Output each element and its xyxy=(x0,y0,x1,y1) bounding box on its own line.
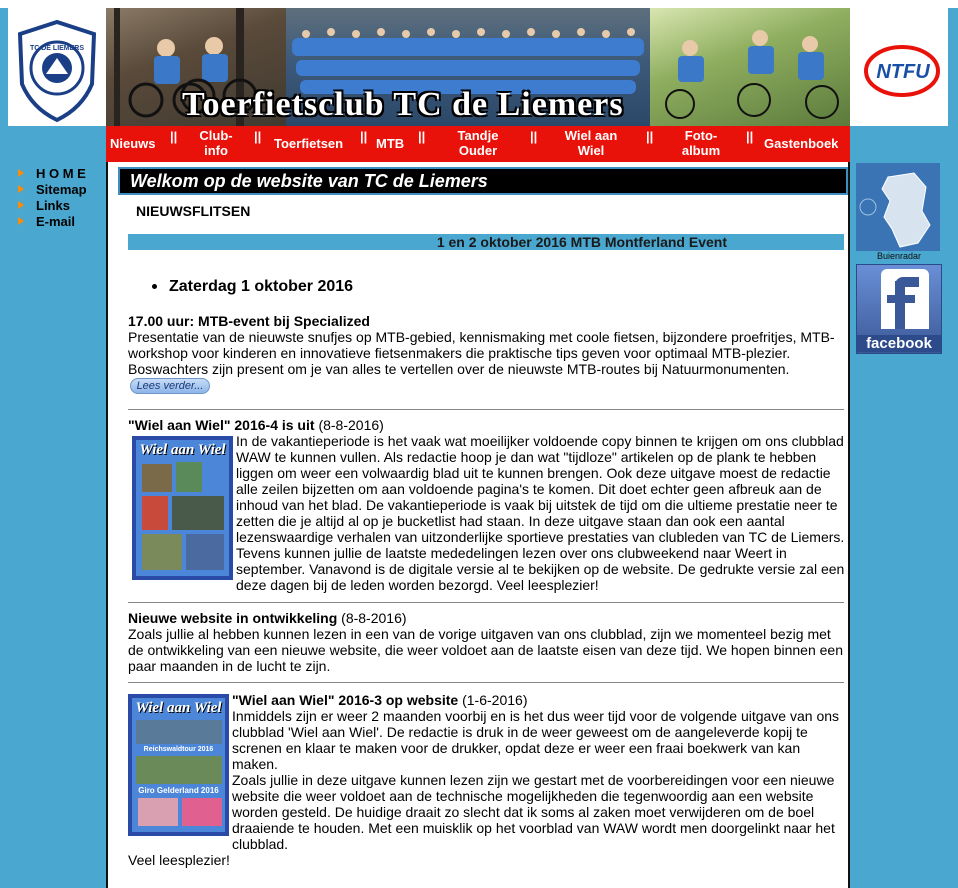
event-heading: 17.00 uur: MTB-event bij Specialized xyxy=(128,313,370,329)
facebook-label: facebook xyxy=(857,335,941,352)
cover-photo xyxy=(172,496,224,530)
news-item-title[interactable] xyxy=(128,417,844,433)
menu-home[interactable] xyxy=(18,165,108,181)
menu-email[interactable] xyxy=(18,213,108,229)
cover-photo xyxy=(142,464,172,492)
news-text: In de vakantieperiode is het vaak wat moeilijker voldoende copy binnen te krijgen om ons clubblad WAW te kunnen vullen. Als redactie hoop je dan wat "tijdloze" artikelen op de plank te hebben liggen om weer een volwaardig blad uit te kunnen brengen. Ook deze uitgave moest de redactie alle zeilen bijzetten om aan voldoende pagina's te komen. Dit doet echter geen afbreuk aan de inhoud van het blad. De vakantieperiode is vaak bij uitstek de tijd om die ultieme prestatie neer te zetten die je altijd al op je bucketlist had staan. In deze uitgave staan dan ook een aantal lezenswaardige verhalen van uitzonderlijke sportieve prestaties van clubleden van TC de Liemers. Tevens kunnen jullie de laatste mededelingen lezen over ons clubweekend naar Weert in september. Vanavond is de digitale versie al te bekijken op de website. De gedrukte versie zal een deze dagen bij de leden worden bezorgd. Veel leesplezier! xyxy=(236,433,845,593)
club-logo[interactable] xyxy=(8,8,106,126)
svg-text:TC DE LIEMERS: TC DE LIEMERS xyxy=(29,45,85,52)
top-strip xyxy=(0,0,958,8)
divider xyxy=(128,409,844,410)
cover-photo xyxy=(176,462,202,492)
nav-mtb[interactable]: MTB xyxy=(376,136,405,151)
news-text: Zoals jullie in deze uitgave kunnen lezen zijn we gestart met de voorbereidingen voor een nieuwe website die weer voldoet aan de technische mogelijkheden die tegenwoordig aan een website worden gesteld. De huidige draait zo slecht dat ik soms al zaken moet verwijderen om de boel draaiende te houden. Met een muisklik op het voorblad van WAW wordt men doorgelinkt naar het clubblad. xyxy=(232,772,835,852)
news-item-title[interactable] xyxy=(128,610,844,626)
news-closing: Veel leesplezier! xyxy=(128,852,230,868)
news-date: (1-6-2016) xyxy=(462,692,528,708)
news-text: Inmiddels zijn er weer 2 maanden voorbij en is het dus weer tijd voor de volgende uitgave van ons clubblad 'Wiel aan Wiel'. De redactie is druk in de weer geweest om de aangeleverde kopij te screnen en klaar te maken voor de drukker, opdat deze er weer een fraai boekwerk van kan maken. xyxy=(232,708,840,772)
nav-foto-album[interactable]: Foto- album xyxy=(681,128,721,158)
arrow-icon xyxy=(18,169,24,177)
cover-photo xyxy=(142,534,182,570)
event-date-bullet xyxy=(152,279,868,295)
cover-photo xyxy=(186,534,224,570)
menu-home-label: H O M E xyxy=(36,165,86,181)
nav-separator: || xyxy=(254,129,262,144)
news-title[interactable]: Nieuwe website in ontwikkeling xyxy=(128,610,338,626)
cover-photo xyxy=(182,798,222,826)
section-title: NIEUWSFLITSEN xyxy=(136,203,251,219)
cover-photo xyxy=(136,720,222,744)
cover-photo xyxy=(136,756,222,784)
read-more-button[interactable]: Lees verder... xyxy=(130,378,210,394)
cover-inner xyxy=(136,440,229,576)
nav-tandje-ouder[interactable]: Tandje Ouder xyxy=(457,128,499,158)
nav-nieuws[interactable]: Nieuws xyxy=(110,136,156,151)
facebook-f-top xyxy=(895,277,919,287)
news-date: (8-8-2016) xyxy=(341,610,407,626)
menu-email-label: E-mail xyxy=(36,213,76,229)
facebook-icon xyxy=(881,269,929,329)
cover-title: Wiel aan Wiel xyxy=(135,700,222,716)
nav-gastenboek[interactable]: Gastenboek xyxy=(764,136,839,151)
buienradar-widget[interactable] xyxy=(856,163,940,251)
news-title[interactable]: "Wiel aan Wiel" 2016-3 op website xyxy=(232,692,459,708)
main-nav xyxy=(106,126,850,162)
ntfu-logo[interactable] xyxy=(850,8,948,126)
news-title[interactable]: "Wiel aan Wiel" 2016-4 is uit xyxy=(128,417,315,433)
arrow-icon xyxy=(18,185,24,193)
waw-cover-2016-3[interactable] xyxy=(128,694,229,836)
event-date: Zaterdag 1 oktober 2016 xyxy=(169,278,354,295)
welcome-banner: Welkom op de website van TC de Liemers xyxy=(118,167,848,195)
event-bar[interactable]: 1 en 2 oktober 2016 MTB Montferland Event xyxy=(128,234,844,250)
menu-links-label: Links xyxy=(36,197,70,213)
cover-subtitle: Reichswaldtour 2016 xyxy=(143,746,214,753)
nav-club-info[interactable]: Club- info xyxy=(199,128,233,158)
facebook-f-stem xyxy=(895,281,905,329)
news-text: Zoals jullie al hebben kunnen lezen in een van de vorige uitgaven van ons clubblad, zijn we momenteel bezig met de ontwikkeling van een nieuwe website, die weer voldoet aan de laatste eisen van deze tijd. We hopen binnen een paar maanden in de lucht te zijn. xyxy=(128,626,844,674)
divider xyxy=(128,682,844,683)
nav-separator: || xyxy=(170,129,178,144)
bullet-icon xyxy=(152,284,157,289)
menu-sitemap[interactable] xyxy=(18,181,108,197)
cover-photo xyxy=(142,496,168,530)
nav-wiel-aan-wiel[interactable]: Wiel aan Wiel xyxy=(564,128,618,158)
divider xyxy=(128,602,844,603)
svg-text:NTFU: NTFU xyxy=(876,61,930,83)
waw-cover-2016-4[interactable] xyxy=(132,436,233,580)
event-text: Presentatie van de nieuwste snufjes op MTB-gebied, kennismaking met coole fietsen, bijzondere proefritjes, MTB-workshop voor kinderen en innovatieve fietsenmakers die praktische tips geven voor optimaal MTB-plezier. Boswachters zijn present om je van alles te vertellen over de nieuwste MTB-routes bij Natuurmonumenten. xyxy=(128,329,835,377)
nav-separator: || xyxy=(418,129,426,144)
cover-subtitle: Giro Gelderland 2016 xyxy=(138,786,219,795)
right-panel xyxy=(856,163,942,354)
site-title: Toerfietsclub TC de Liemers xyxy=(182,86,624,123)
facebook-f-bar xyxy=(887,295,915,303)
facebook-button[interactable] xyxy=(856,264,942,354)
nav-separator: || xyxy=(646,129,654,144)
arrow-icon xyxy=(18,217,24,225)
nav-separator: || xyxy=(746,129,754,144)
cover-inner xyxy=(132,698,225,832)
news-item-3 xyxy=(232,692,846,852)
cover-title: Wiel aan Wiel xyxy=(139,442,226,458)
buienradar-label: Buienradar xyxy=(876,251,922,261)
nav-separator: || xyxy=(360,129,368,144)
menu-links[interactable] xyxy=(18,197,108,213)
news-date: (8-8-2016) xyxy=(318,417,384,433)
nav-separator: || xyxy=(530,129,538,144)
main-content xyxy=(106,162,850,888)
cover-photo xyxy=(138,798,178,826)
arrow-icon xyxy=(18,201,24,209)
left-menu xyxy=(18,165,108,229)
nav-toerfietsen[interactable]: Toerfietsen xyxy=(274,136,344,151)
menu-sitemap-label: Sitemap xyxy=(36,181,87,197)
